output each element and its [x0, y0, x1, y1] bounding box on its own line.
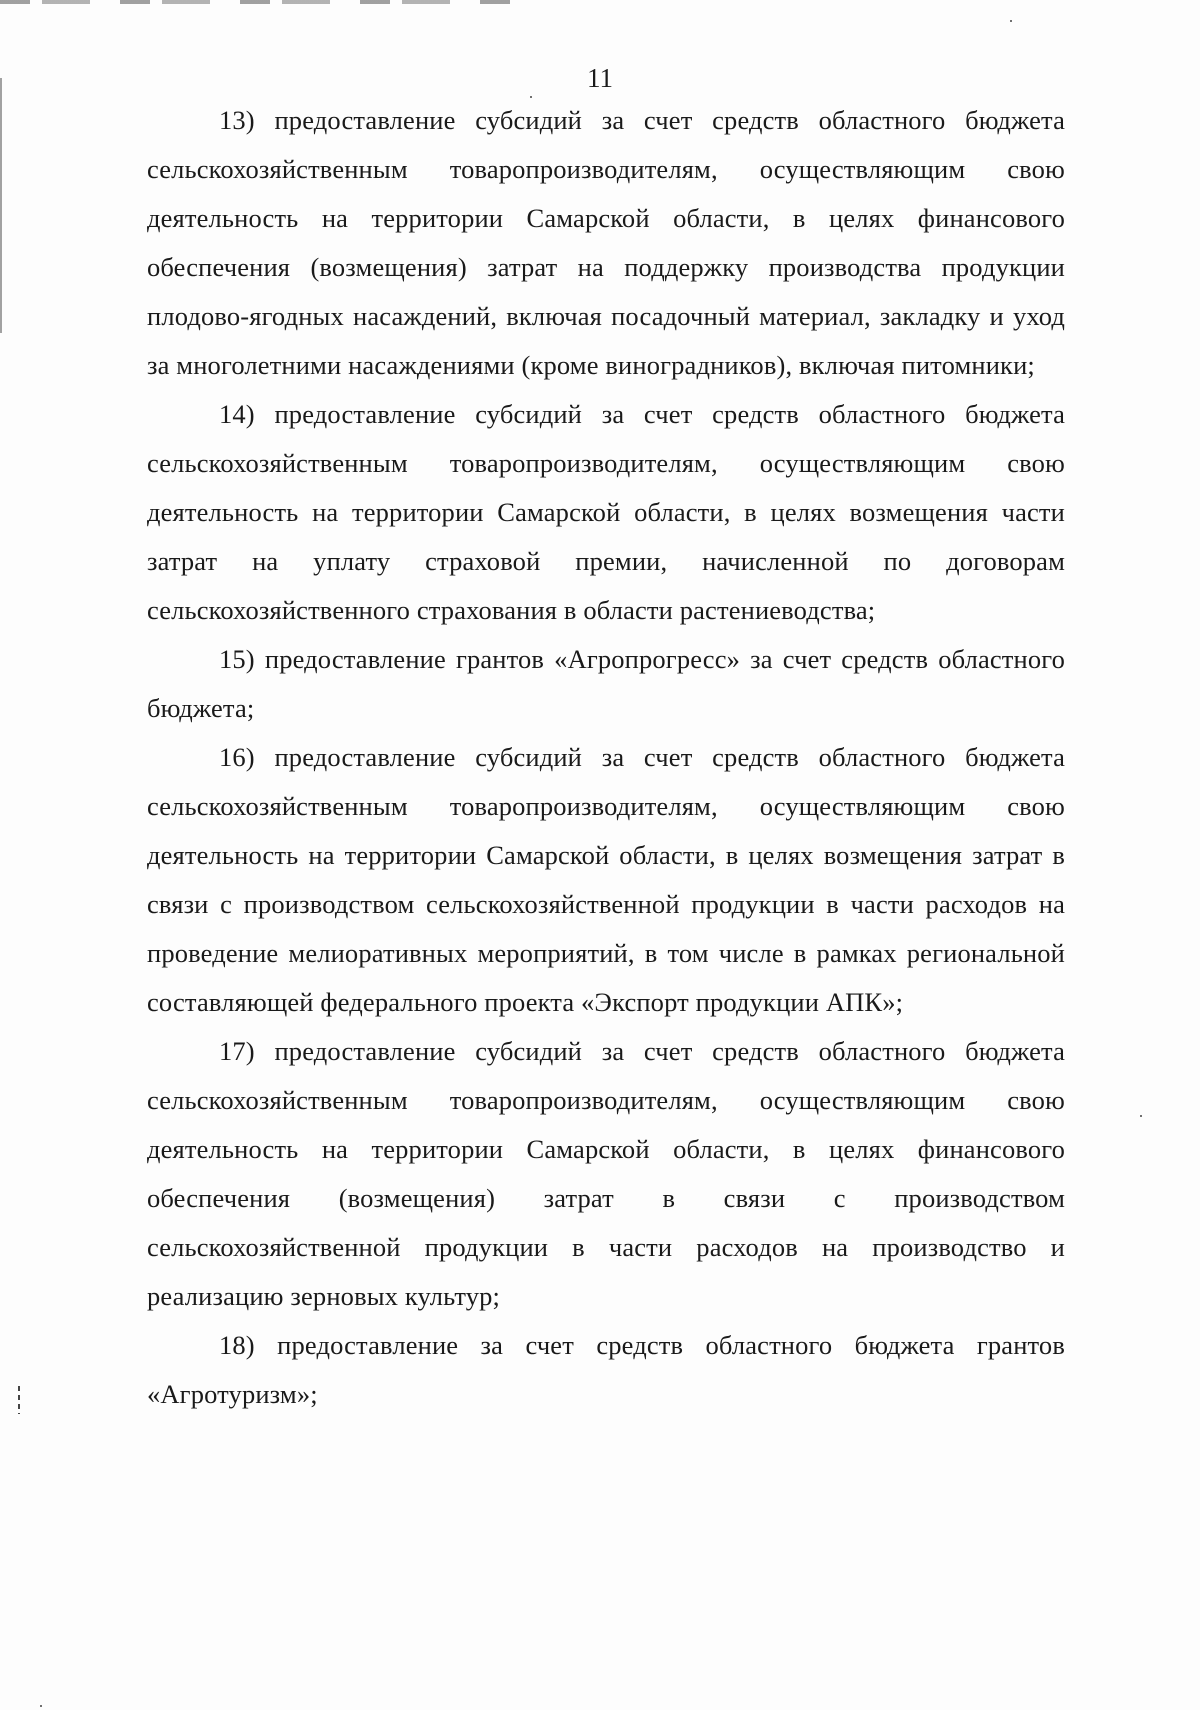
- scan-artifact-dot: [40, 1705, 42, 1707]
- list-item-16: 16) предоставление субсидий за счет средств областного бюджета сельскохозяйственным товаропроизводителям, осуществляющим свою деятельность на территории Самарской области, в целях возмещения затрат в связи с производством сельскохозяйственной продукции в части расходов на проведение мелиоративных мероприятий, в том числе в рамках региональной составляющей федерального проекта «Экспорт продукции АПК»;: [147, 742, 1065, 1017]
- scan-artifact-dot: [1010, 20, 1012, 22]
- list-item-18: 18) предоставление за счет средств областного бюджета грантов «Агротуризм»;: [147, 1330, 1065, 1409]
- list-item-15: 15) предоставление грантов «Агропрогресс» за счет средств областного бюджета;: [147, 644, 1065, 723]
- scan-artifact-dash: [18, 1386, 20, 1414]
- scan-artifact-dot: [1140, 1115, 1142, 1117]
- document-body: [147, 96, 1065, 1419]
- scan-artifact-top: [0, 0, 520, 4]
- list-item-17: 17) предоставление субсидий за счет средств областного бюджета сельскохозяйственным товаропроизводителям, осуществляющим свою деятельность на территории Самарской области, в целях финансового обеспечения (возмещения) затрат в связи с производством сельскохозяйственной продукции в части расходов на производство и реализацию зерновых культур;: [147, 1036, 1065, 1311]
- list-item-14: 14) предоставление субсидий за счет средств областного бюджета сельскохозяйственным товаропроизводителям, осуществляющим свою деятельность на территории Самарской области, в целях возмещения части затрат на уплату страховой премии, начисленной по договорам сельскохозяйственного страхования в области растениеводства;: [147, 399, 1065, 625]
- list-item-13: 13) предоставление субсидий за счет средств областного бюджета сельскохозяйственным товаропроизводителям, осуществляющим свою деятельность на территории Самарской области, в целях финансового обеспечения (возмещения) затрат на поддержку производства продукции плодово-ягодных насаждений, включая посадочный материал, закладку и уход за многолетними насаждениями (кроме виноградников), включая питомники;: [147, 105, 1065, 380]
- page-number: 11: [587, 63, 613, 93]
- scan-artifact-margin-line: [0, 78, 2, 333]
